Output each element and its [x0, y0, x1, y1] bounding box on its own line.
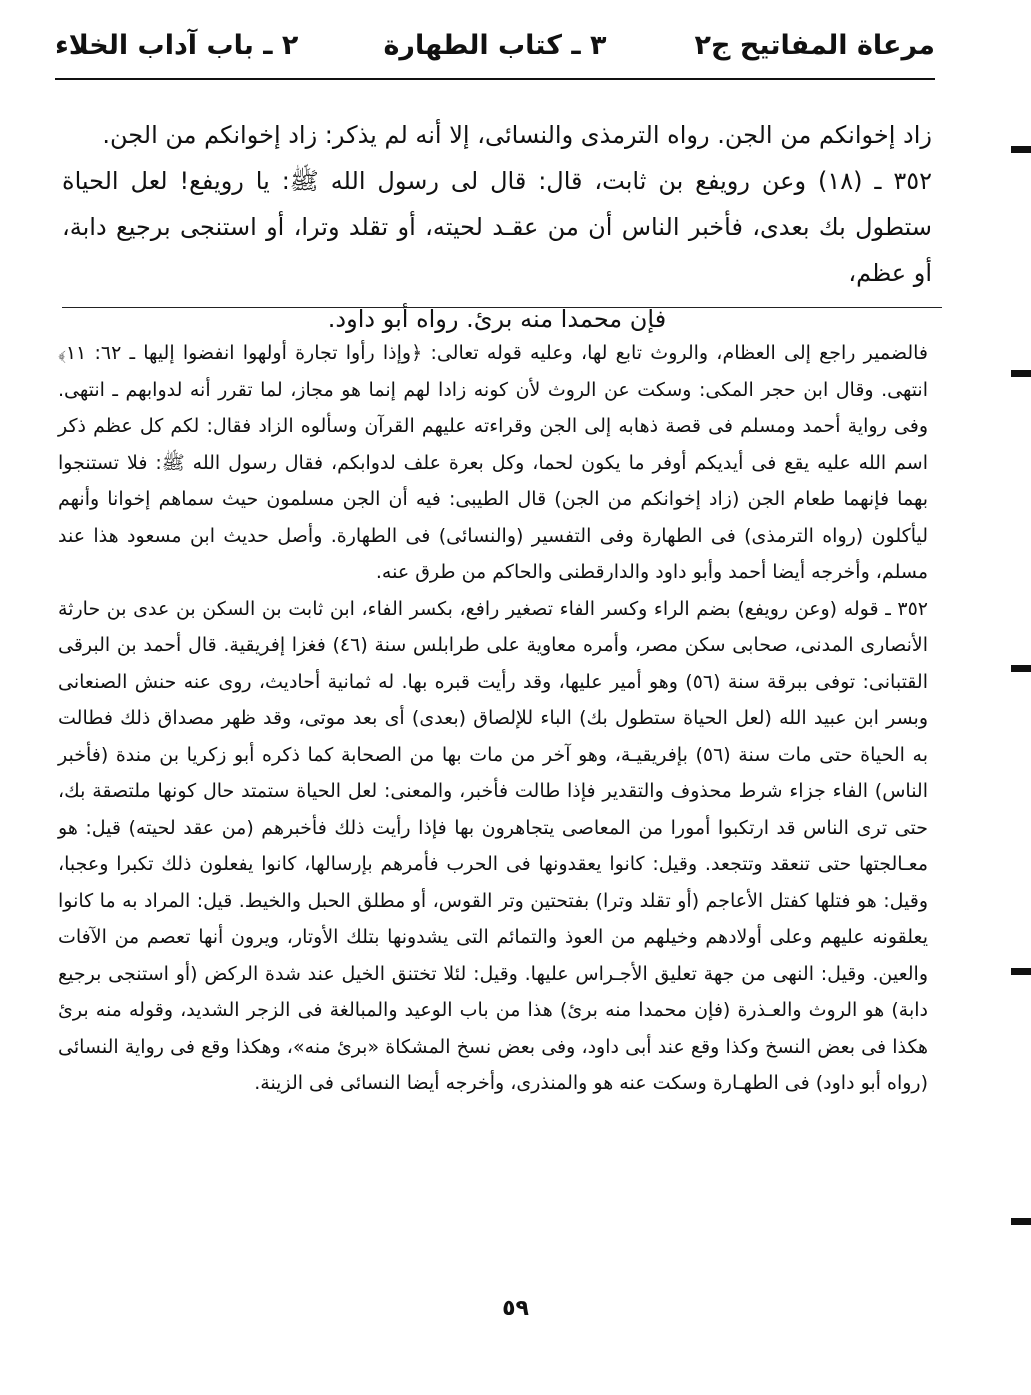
chapter-title: ٣ ـ كتاب الطهارة [383, 30, 607, 61]
page-number: ٥٩ [502, 1296, 529, 1321]
running-header [55, 22, 935, 72]
commentary-paragraph: فالضمير راجع إلى العظام، والروث تابع لها، وعليه قوله تعالى: ﴿وإذا رأوا تجارة أولهوا انفضوا إليها ـ ٦٢: ١١﴾ انتهى. وقال ابن حجر المكى: وسكت عن الروث لأن كونه زادا لهم إنما هو مجاز، لما تقرر أنه لدوابهم ـ انتهى. وفى رواية أحمد ومسلم فى قصة ذهابه إلى الجن وقراءته عليهم القرآن وسألوه الزاد فقال: لكم كل عظم ذكر اسم الله عليه يقع فى أيديكم أوفر ما يكون لحما، وكل بعرة علف لدوابكم، فقال رسول الله ﷺ: فلا تستنجوا بهما فإنهما طعام الجن (زاد إخوانكم من الجن) قال الطيبى: فيه أن الجن مسلمون حيث سماهم إخوانا وأنهم ليأكلون (رواه الترمذى) فى الطهارة وفى التفسير (والنسائى) فى الطهارة. وأصل حديث ابن مسعود هذا عند مسلم، وأخرجه أيضا أحمد وأبو داود والدارقطنى والحاكم من طرق عنه. [58, 342, 928, 583]
edge-mark [1011, 1218, 1031, 1225]
hadith-closing: فإن محمدا منه برئ. رواه أبو داود. [327, 305, 667, 333]
hadith-body: ٣٥٢ ـ (١٨) وعن رويفع بن ثابت، قال: قال لى رسول الله ﷺ: يا رويفع! لعل الحياة ستطول بك بعدى، فأخبر الناس أن من عقـد لحيته، أو تقلد وترا، أو استنجى برجيع دابة، أو عظم، [62, 167, 932, 287]
book-title: مرعاة المفاتيح ج٢ [694, 30, 935, 61]
commentary-text [58, 335, 928, 1102]
edge-mark [1011, 968, 1031, 975]
header-rule [55, 78, 935, 80]
edge-mark [1011, 370, 1031, 377]
edge-mark [1011, 665, 1031, 672]
section-divider [62, 307, 942, 308]
commentary-paragraph: ٣٥٢ ـ قوله (وعن رويفع) بضم الراء وكسر الفاء تصغير رافع، بكسر الفاء، ابن ثابت بن السكن بن عدى بن حارثة الأنصارى المدنى، صحابى سكن مصر، وأمره معاوية على طرابلس سنة (٤٦) فغزا إفريقية. قال أحمد بن البرقى القتبانى: توفى ببرقة سنة (٥٦) وهو أمير عليها، وقد رأيت قبره بها. له ثمانية أحاديث، روى عنه حنش الصنعانى وبسر ابن عبيد الله (لعل الحياة ستطول بك) الباء للإلصاق (بعدى) أى بعد موتى، وقد ظهر مصداق ذلك فطالت به الحياة حتى مات سنة (٥٦) بإفريقيـة، وهو آخر من مات بها من الصحابة كما ذكره أبو زكريا بن مندة (فأخبر الناس) الفاء جزاء شرط محذوف والتقدير فإذا طالت فأخبر، والمعنى: لعل الحياة ستمتد حال كونها ملتصقة بك، حتى ترى الناس قد ارتكبوا أمورا من المعاصى يتجاهرون بها فإذا رأيت ذلك فأخبرهم (من عقد لحيته) قيل: هو معـالجتها حتى تنعقد وتتجعد. وقيل: كانوا يعقدونها فى الحرب فأمرهم بإرسالها، كانوا يفعلون ذلك تكبرا وعجبا، وقيل: هو فتلها كفتل الأعاجم (أو تقلد وترا) بفتحتين وتر القوس، أو مطلق الحبل والخيط. قيل: المراد به ما كانوا يعلقونه عليهم وعلى أولادهم وخيلهم من العوذ والتمائم التى يشدونها بتلك الأوتار، ويرون أنها تعصم من الآفات والعين. وقيل: النهى من جهة تعليق الأجـراس عليها. وقيل: لئلا تختنق الخيل عند شدة الركض (أو استنجى برجيع دابة) هو الروث والعـذرة (فإن محمدا منه برئ) هذا من باب الوعيد والمبالغة فى الزجر الشديد، وقوله منه برئ هكذا فى بعض النسخ وكذا وقع عند أبى داود، وفى بعض نسخ المشكاة «برئ منه»، وهكذا وقع فى رواية النسائى (رواه أبو داود) فى الطهـارة وسكت عنه هو والمنذرى، وأخرجه أيضا النسائى فى الزينة. [58, 597, 928, 1094]
section-title: ٢ ـ باب آداب الخلاء [55, 30, 299, 61]
hadith-intro-line: زاد إخوانكم من الجن. رواه الترمذى والنسائى، إلا أنه لم يذكر: زاد إخوانكم من الجن. [102, 121, 932, 149]
edge-mark [1011, 146, 1031, 153]
